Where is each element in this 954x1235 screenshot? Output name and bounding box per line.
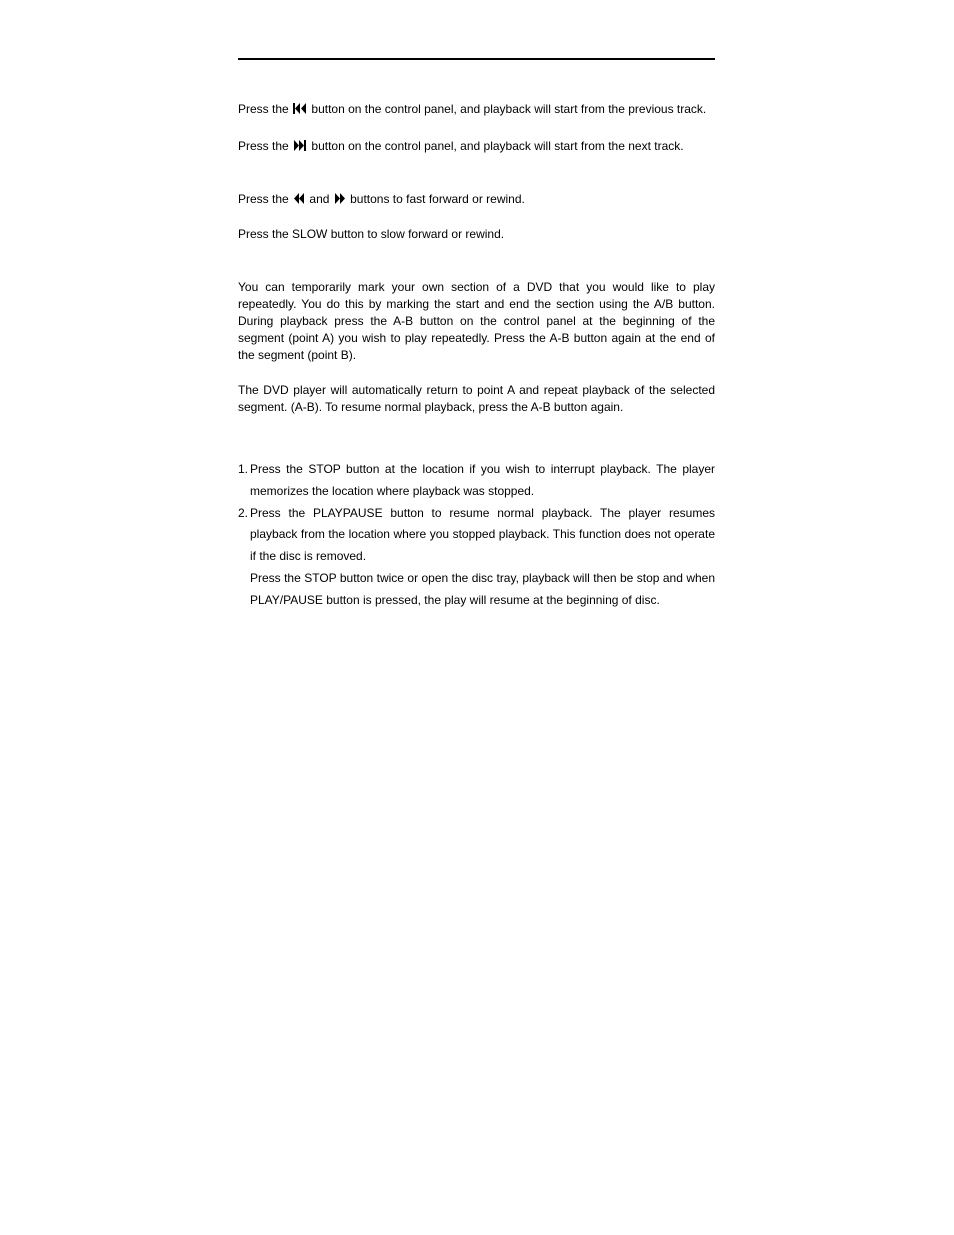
skip-next-text-before: Press the	[238, 139, 289, 153]
repeat-ab-paragraph-2: The DVD player will automatically return to point A and repeat playback of the selected segment. (A-B). To resume normal playback, press the A-B button again.	[238, 383, 715, 414]
slow-paragraph: Press the SLOW button to slow forward or rewind.	[238, 227, 505, 241]
skip-next-paragraph	[238, 138, 715, 155]
ff-text-and: and	[309, 192, 330, 206]
skip-previous-icon	[293, 103, 307, 114]
skip-next-icon	[293, 140, 307, 151]
fast-search-paragraph	[238, 191, 715, 208]
list-continuation: Press the STOP button twice or open the disc tray, playback will then be stop and when PLAY/PAUSE button is pressed, the play will resume at the beginning of disc.	[250, 570, 715, 607]
list-item-text: Press the PLAYPAUSE button to resume normal playback. The player resumes playback from the location where you stopped playback. This function does not operate if the disc is removed.	[250, 505, 715, 564]
fast-forward-icon	[334, 193, 346, 204]
list-item	[238, 503, 715, 568]
ff-text-before: Press the	[238, 192, 289, 206]
header-rule	[238, 58, 715, 60]
skip-prev-text-after: button on the control panel, and playback will start from the previous track.	[311, 102, 707, 116]
repeat-ab-paragraph-1: You can temporarily mark your own section of a DVD that you would like to play repeatedly. You do this by marking the start and end the section using the A/B button. During playback press the A-B button on the control panel at the beginning of the segment (point A) you wish to play repeatedly. Press the A-B button again at the end of the segment (point B).	[238, 280, 715, 362]
list-item	[238, 459, 715, 503]
stop-resume-list	[238, 459, 715, 612]
skip-previous-paragraph	[238, 101, 715, 118]
rewind-icon	[293, 193, 305, 204]
skip-prev-text-before: Press the	[238, 102, 289, 116]
ff-text-after: buttons to fast forward or rewind.	[350, 192, 525, 206]
list-item-number: 1.	[238, 462, 249, 476]
list-item-text: Press the STOP button at the location if you wish to interrupt playback. The player memorizes the location where playback was stopped.	[250, 462, 715, 498]
list-item-number: 2.	[238, 505, 249, 520]
skip-next-text-after: button on the control panel, and playback will start from the next track.	[311, 139, 684, 153]
